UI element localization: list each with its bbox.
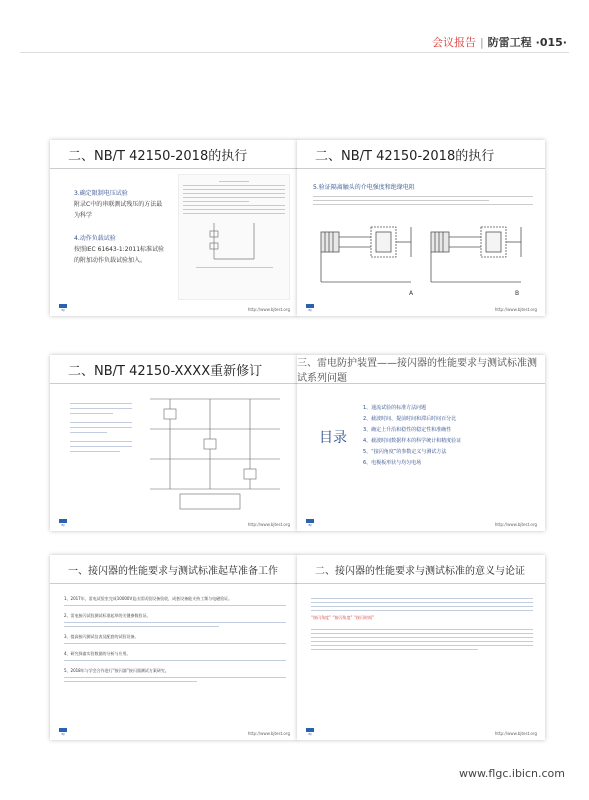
slide-5-para: 5、2018年与学会合作进行“接闪器”接闪器测试方案研究。 [64, 668, 169, 673]
highlight-2: “接闪角度” [332, 615, 353, 620]
slide-3-text [70, 399, 132, 456]
slide-1-bullet2-body: 按照IEC 61643-1:2011标准试验的附加动作负载试验加入。 [74, 246, 165, 264]
slide-5 [50, 555, 298, 740]
slide-5-para: 3、提高接闪测试仪表及配套的试验设备。 [64, 634, 139, 639]
slide-1-bullet2-title: 4.动作负载试验 [74, 235, 116, 242]
slide-5-para: 1、2017年，雷电试验室完成10000V直击雷试验设备验收，成套设备能支持工频与电磁验证。 [64, 596, 233, 601]
slide-6-content [311, 595, 533, 653]
slide-2-footer: http://www.bjtest.org [494, 307, 537, 312]
slide-1-document-image [178, 174, 290, 300]
slide-6-title: 二、接闪器的性能要求与测试标准的意义与论证 [297, 555, 545, 584]
toc-item: 1、通流试验的标准方法问题 [363, 405, 427, 411]
slide-4-title: 三、雷电防护装置——接闪器的性能要求与测试标准测试系列问题 [297, 355, 545, 384]
slide-5-para: 2、雷电接闪试验测试标准起草的关键参数验证。 [64, 613, 151, 618]
slide-1-title: 二、NB/T 42150-2018的执行 [50, 140, 298, 169]
column-label: 防雷工程 [487, 36, 532, 49]
slide-4-footer: http://www.bjtest.org [494, 522, 537, 527]
page-header [432, 34, 567, 50]
slide-5-logo: BJ [56, 728, 70, 736]
circuit-diagram-icon [184, 221, 284, 261]
header-divider [20, 52, 569, 53]
toc-item: 6、电极板形状与均匀电场 [363, 460, 422, 466]
slide-2-content [313, 182, 533, 208]
slide-3-title: 二、NB/T 42150-XXXX重新修订 [50, 355, 298, 384]
page-number: ·015· [535, 35, 567, 49]
section-label: 会议报告 [431, 36, 476, 49]
slide-2 [297, 140, 545, 316]
slide-3-footer: http://www.bjtest.org [247, 522, 290, 527]
slide-1-content [74, 188, 166, 266]
slide-2-logo: BJ [303, 304, 317, 312]
slide-6-footer: http://www.bjtest.org [494, 731, 537, 736]
slide-3-logo: BJ [56, 519, 70, 527]
slide-5-para: 4、研究探索实验数据的分析与应用。 [64, 651, 131, 656]
toc-item: 4、截波时间数据样本的科学统计和精度验证 [363, 438, 462, 444]
highlight-1: “接闪角度” [311, 615, 332, 620]
slide-6-highlights [311, 614, 533, 621]
toc-label: 目录 [319, 430, 347, 446]
diagram-label-b: B [515, 290, 520, 297]
slide-1-bullet1-body: 附录C中的串联测试残压的方法最为科学 [74, 201, 163, 219]
slide-2-bullet-title: 5.验证隔离触头的介电强度和绝缘电阻 [313, 184, 415, 191]
slide-3-circuit-diagram [140, 389, 290, 519]
diagram-label-a: A [409, 290, 414, 297]
slide-6 [297, 555, 545, 740]
slide-4-logo: BJ [303, 519, 317, 527]
toc-item: 2、截波时间、提前时间和滞后时间百分比 [363, 416, 457, 422]
separator: | [479, 35, 484, 49]
toc-item: 3、确定上升沿和稳性的稳定性和准确性 [363, 427, 452, 433]
slide-2-title: 二、NB/T 42150-2018的执行 [297, 140, 545, 169]
highlight-3: “接闪时间” [353, 615, 375, 620]
isolation-test-diagram [311, 222, 531, 302]
slide-5-title: 一、接闪器的性能要求与测试标准起草准备工作 [50, 555, 298, 584]
slide-1-bullet1-title: 3.确定限制电压试验 [74, 190, 128, 197]
slide-1-footer: http://www.bjtest.org [247, 307, 290, 312]
toc-list [363, 403, 538, 469]
slide-6-logo: BJ [303, 728, 317, 736]
slide-1-logo: BJ [56, 304, 70, 312]
slide-3 [50, 355, 298, 531]
slide-4 [297, 355, 545, 531]
slide-1 [50, 140, 298, 316]
slide-5-content [64, 595, 286, 685]
toc-item: 5、“接闪角度”的参数定义与测试方法 [363, 449, 447, 455]
page-footer-url: www.flgc.ibicn.com [458, 767, 565, 780]
slide-5-footer: http://www.bjtest.org [247, 731, 290, 736]
